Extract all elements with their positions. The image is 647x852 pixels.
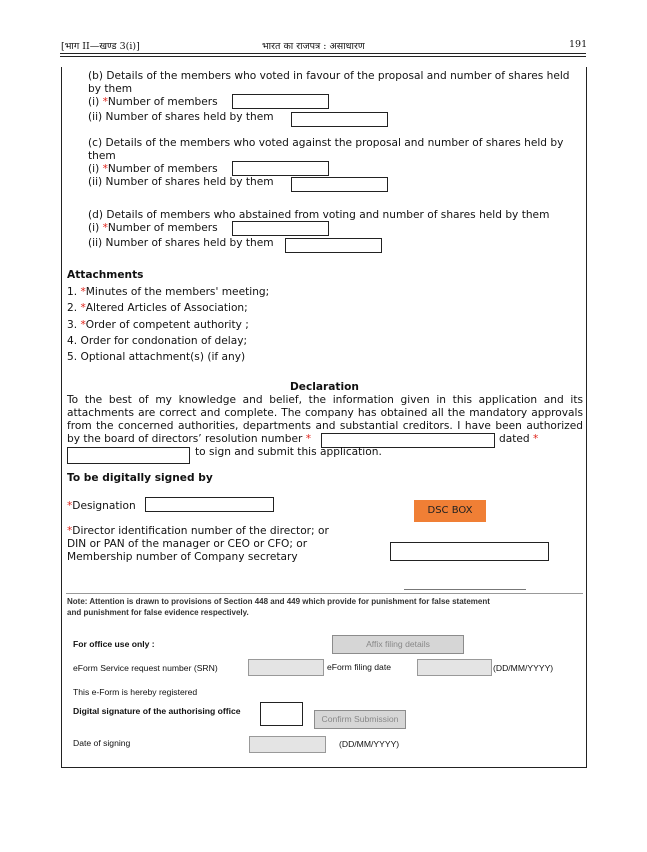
page-number: 191 — [569, 39, 588, 50]
against-shares-input[interactable] — [291, 177, 388, 192]
attachment-item[interactable] — [67, 335, 247, 348]
abstained-shares-input[interactable] — [285, 238, 382, 253]
filing-date-input[interactable] — [417, 659, 492, 676]
din-input[interactable] — [390, 542, 549, 561]
dsc-box[interactable]: DSC BOX — [414, 500, 486, 522]
required-mark: * — [532, 433, 539, 445]
designation-text: Designation — [72, 500, 136, 512]
note-line2: and punishment for false evidence respectively. — [67, 608, 249, 617]
dated-label — [499, 433, 538, 446]
required-mark: * — [80, 319, 86, 331]
filing-date-format: (DD/MM/YYYY) — [493, 663, 554, 673]
header-gazette-title: भारत का राजपत्र : असाधारण — [262, 41, 365, 52]
section-b-title: (b) Details of the members who voted in favour of the proposal and number of shares held — [88, 70, 570, 82]
din-label-line1 — [67, 525, 329, 538]
attachment-label: Order for condonation of delay; — [80, 335, 248, 347]
digital-signature-label: Digital signature of the authorising office — [73, 706, 241, 716]
affix-filing-details-button[interactable]: Affix filing details — [332, 635, 464, 654]
attachments-heading: Attachments — [67, 269, 144, 281]
item-prefix: (i) — [88, 222, 103, 234]
section-b-title-cont: by them — [88, 83, 133, 95]
declaration-line-end: to sign and submit this application. — [195, 446, 382, 458]
srn-input[interactable] — [248, 659, 324, 676]
designation-input[interactable] — [145, 497, 274, 512]
item-label: Number of members — [107, 96, 218, 108]
section-b-members-label — [88, 96, 218, 109]
section-c-members-label — [88, 163, 218, 176]
confirm-submission-button[interactable]: Confirm Submission — [314, 710, 406, 729]
dated-text: dated — [499, 433, 533, 445]
required-mark: * — [80, 302, 86, 314]
attachment-number: 3. — [67, 319, 81, 331]
header-section-label: [भाग II—खण्ड 3(i)] — [61, 41, 140, 52]
date-of-signing-label: Date of signing — [73, 738, 131, 748]
resolution-date-input[interactable] — [67, 447, 190, 464]
required-mark: * — [102, 163, 108, 175]
declaration-line: To the best of my knowledge and belief, the information given in this application and its — [67, 394, 583, 406]
srn-label: eForm Service request number (SRN) — [73, 663, 218, 673]
note-line1: Note: Attention is drawn to provisions of Section 448 and 449 which provide for punishment for false statement — [67, 597, 490, 606]
abstained-members-input[interactable] — [232, 221, 329, 236]
attachment-number: 2. — [67, 302, 81, 314]
item-prefix: (i) — [88, 96, 103, 108]
section-c-title-cont: them — [88, 150, 116, 162]
required-mark: * — [305, 433, 311, 445]
attachment-label: Minutes of the members' meeting; — [85, 286, 270, 298]
authorising-signature-box[interactable] — [260, 702, 303, 726]
designation-label — [67, 500, 136, 513]
required-mark: * — [102, 96, 108, 108]
separator-line — [404, 589, 526, 590]
attachment-number: 5. — [67, 351, 81, 363]
din-label-line2: DIN or PAN of the manager or CEO or CFO; or — [67, 538, 308, 550]
item-label: Number of members — [107, 222, 218, 234]
item-label: Number of members — [107, 163, 218, 175]
declaration-line: from the concerned authorities, departments and substantial creditors. I have been authorized — [67, 420, 583, 432]
favour-shares-input[interactable] — [291, 112, 388, 127]
declaration-heading: Declaration — [290, 381, 359, 393]
din-text: Director identification number of the director; or — [72, 525, 329, 537]
note-rule — [66, 593, 583, 594]
registered-text: This e-Form is hereby registered — [73, 687, 198, 697]
attachment-item[interactable] — [67, 319, 249, 332]
attachment-label: Optional attachment(s) (if any) — [80, 351, 246, 363]
filing-date-label: eForm filing date — [327, 662, 392, 672]
attachment-item[interactable] — [67, 351, 245, 364]
section-c-shares-label: (ii) Number of shares held by them — [88, 176, 274, 188]
date-of-signing-format: (DD/MM/YYYY) — [339, 739, 400, 749]
attachment-number: 4. — [67, 335, 81, 347]
attachment-item[interactable] — [67, 286, 269, 299]
attachment-label: Altered Articles of Association; — [85, 302, 248, 314]
section-c-title: (c) Details of the members who voted against the proposal and number of shares held by — [88, 137, 564, 149]
signed-by-heading: To be digitally signed by — [67, 472, 213, 484]
declaration-line: attachments are correct and complete. The company has obtained all the mandatory approvals — [67, 407, 583, 419]
favour-members-input[interactable] — [232, 94, 329, 109]
section-d-title: (d) Details of members who abstained from voting and number of shares held by them — [88, 209, 550, 221]
required-mark: * — [80, 286, 86, 298]
required-mark: * — [102, 222, 108, 234]
required-mark: * — [67, 525, 73, 537]
attachment-label: Order of competent authority ; — [85, 319, 249, 331]
office-use-heading: For office use only : — [73, 639, 155, 649]
header-rule-top — [60, 53, 586, 54]
resolution-text: by the board of directors’ resolution number — [67, 433, 306, 445]
section-d-shares-label: (ii) Number of shares held by them — [88, 237, 274, 249]
attachment-item[interactable] — [67, 302, 248, 315]
section-d-members-label — [88, 222, 218, 235]
item-prefix: (i) — [88, 163, 103, 175]
against-members-input[interactable] — [232, 161, 329, 176]
required-mark: * — [67, 500, 73, 512]
date-of-signing-input[interactable] — [249, 736, 326, 753]
din-label-line3: Membership number of Company secretary — [67, 551, 298, 563]
header-rule-bottom — [60, 56, 586, 57]
attachment-number: 1. — [67, 286, 81, 298]
section-b-shares-label: (ii) Number of shares held by them — [88, 111, 274, 123]
declaration-resolution-label — [67, 433, 311, 446]
